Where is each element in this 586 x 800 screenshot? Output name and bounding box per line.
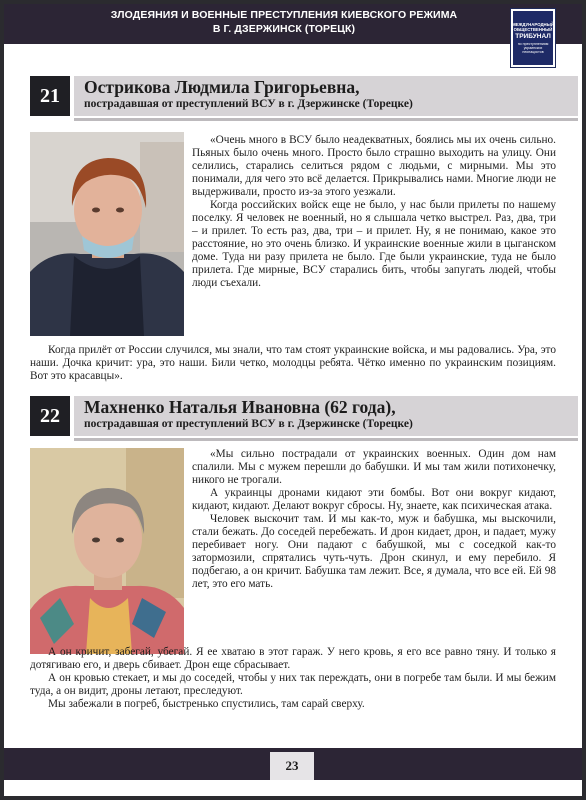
testimony-22-bottom <box>30 646 556 711</box>
header-title <box>64 8 504 36</box>
photo-ostrikova <box>30 132 184 336</box>
document-page <box>4 4 582 796</box>
logo-line6: неонацистов <box>522 50 544 55</box>
testimony-paragraph: «Мы сильно пострадали от украинских военных. Один дом нам спалили. Мы с мужем перешли до бабушки. И мы там жили потихонечку, никого не трогали. <box>192 448 556 486</box>
page-number: 23 <box>270 752 314 780</box>
logo-line5: украинских <box>523 45 543 50</box>
testimony-paragraph: Когда прилёт от России случился, мы знали, что там стоят украинские войска, и мы радовались. Ура, это наши. Дочка кричит: ура, это наши. Били четко, молодцы ребята. Чётко именно по украинским позициям. Вот это красавцы». <box>30 344 556 382</box>
testimony-21-top <box>192 134 556 342</box>
logo-line1: МЕЖДУНАРОДНЫЙ <box>512 21 554 27</box>
section-title-bar <box>74 76 578 116</box>
testimony-paragraph: Мы забежали в погреб, быстренько спустились, там сарай сверху. <box>48 698 365 710</box>
testimony-21-bottom <box>30 344 556 383</box>
section-number: 22 <box>30 396 70 436</box>
person-subtitle: пострадавшая от преступлений ВСУ в г. Дзержинске (Торецке) <box>84 98 413 110</box>
section-title-bar <box>74 396 578 436</box>
testimony-paragraph: А украинцы дронами кидают эти бомбы. Вот они вокруг кидают, кидают, кидают. Делают вокруг сбросы. Ну, знаете, как психическая атака. <box>192 487 556 512</box>
section-number: 21 <box>30 76 70 116</box>
testimony-paragraph: А он кровью стекает, и мы до соседей, чтобы у них так переждать, они в погребе там были. И мы бежим туда, а он видит, дроны летают, преследуют. <box>30 672 556 697</box>
testimony-paragraph: Человек выскочит там. И мы как-то, муж и бабушка, мы выскочили, стали бежать. До соседей перебежать. И дрон кидает, дрон, и падает, мужу перебивает ногу. Они падают с бабушкой, мы с соседкой как-то затормозили, спрятались чуть-чуть. Дрон скинул, и ему перебило. Я подбегаю, а он кричит. Бабушка там лежит. Все, я думала, что все ей. Ей 98 лет, это его мать. <box>192 513 556 590</box>
section-header-22 <box>30 396 578 442</box>
logo-line2: ОБЩЕСТВЕННЫЙ <box>513 26 553 32</box>
logo-line3: ТРИБУНАЛ <box>515 32 551 40</box>
testimony-22-top <box>192 448 556 644</box>
logo-line4: по преступлениям <box>517 41 549 46</box>
section-header-21 <box>30 76 578 122</box>
page-header <box>4 4 582 44</box>
testimony-paragraph: А он кричит, забегай, убегай. Я ее хватаю в этот гараж. У него кровь, я его все равно тяну. И только я дотягиваю его, и дверь сбивает. Дрон еще сбрасывает. <box>30 646 556 671</box>
photo-makhnenko <box>30 448 184 654</box>
testimony-paragraph: Когда российских войск еще не было, у нас были прилеты по нашему поселку. Я человек не военный, но я слышала четко выстрел. Раз, два, три – и прилет. То есть раз, два, три – и прилет. Ну, я не понимаю, какое это расстояние, но это очень близко. И украинские военные жили в цыганском доме. Туда ни разу прилета не было. Где были украинские, туда не было прилета. Где мирные, ВСУ старались бить, чтобы запугать людей, чтобы люди съехали. <box>192 199 556 289</box>
header-title-line1: ЗЛОДЕЯНИЯ И ВОЕННЫЕ ПРЕСТУПЛЕНИЯ КИЕВСКОГО РЕЖИМА <box>110 9 458 21</box>
testimony-paragraph: «Очень много в ВСУ было неадекватных, боялись мы их очень сильно. Пьяных было очень много. Просто было страшно выходить на улицу. Они селились, старались селиться рядом с людьми, с мирными. Мы это понимали, для чего это всё делается. Прикрывались нами. Многие люди не выдерживали, просто из-за этого уезжали. <box>192 134 556 198</box>
tribunal-logo <box>510 8 556 68</box>
person-subtitle: пострадавшая от преступлений ВСУ в г. Дзержинске (Торецке) <box>84 418 413 430</box>
header-title-line2: В Г. ДЗЕРЖИНСК (ТОРЕЦК) <box>212 23 356 35</box>
person-name: Махненко Наталья Ивановна (62 года), <box>84 397 396 417</box>
person-name: Острикова Людмила Григорьевна, <box>84 77 360 97</box>
